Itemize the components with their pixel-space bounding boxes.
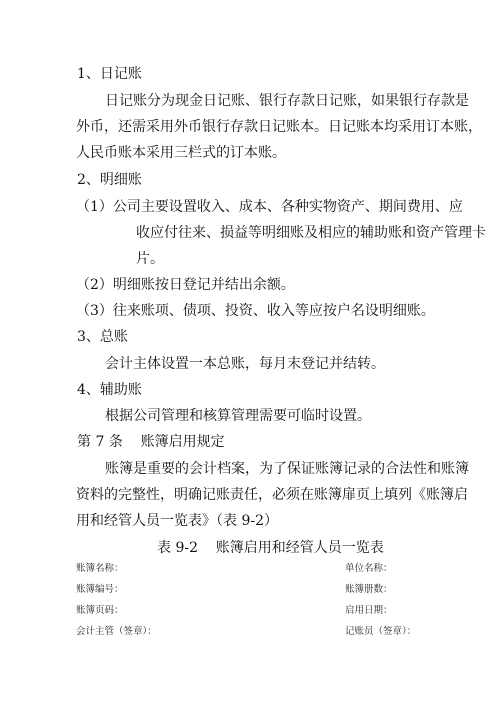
field-start-date: 启用日期：	[345, 605, 393, 616]
article-7-heading: 第 7 条 账簿启用规定	[77, 434, 225, 450]
section-1-para-line-1: 日记账分为现金日记账、银行存款日记账，如果银行存款是	[105, 93, 469, 109]
section-3-heading: 3、总账	[77, 329, 128, 345]
section-1-para-line-2: 外币，还需采用外币银行存款日记账本。日记账本均采用订本账，	[76, 119, 482, 135]
section-2-item-1-line-3: 片。	[136, 251, 164, 267]
section-2-item-1-line-1: （1）公司主要设置收入、成本、各种实物资产、期间费用、应	[76, 199, 463, 215]
field-ledger-pages: 账簿页码：	[76, 605, 124, 616]
section-3-para: 会计主体设置一本总账，每月末登记并结转。	[105, 356, 385, 372]
section-4-para: 根据公司管理和核算管理需要可临时设置。	[105, 408, 371, 424]
field-bookkeeper: 记账员（签章）：	[345, 626, 417, 637]
section-4-heading: 4、辅助账	[77, 382, 142, 398]
field-ledger-volumes: 账簿册数：	[345, 584, 393, 595]
section-2-heading: 2、明细账	[77, 172, 142, 188]
section-1-para-line-3: 人民币账本采用三栏式的订本账。	[76, 145, 286, 161]
section-2-item-3: （3）往来账项、债项、投资、收入等应按户名设明细账。	[76, 303, 435, 319]
section-2-item-2: （2）明细账按日登记并结出余额。	[76, 277, 295, 293]
field-unit-name: 单位名称：	[345, 563, 393, 574]
article-7-para-line-2: 资料的完整性，明确记账责任，必须在账簿扉页上填列《账簿启	[76, 487, 468, 503]
field-accounting-supervisor: 会计主管（签章）：	[76, 626, 157, 637]
article-7-para-line-3: 用和经管人员一览表》（表 9-2）	[76, 513, 278, 529]
section-2-item-1-line-2: 收应付往来、损益等明细账及相应的辅助账和资产管理卡	[136, 225, 486, 241]
field-ledger-number: 账簿编号：	[76, 584, 124, 595]
field-ledger-name: 账簿名称：	[76, 563, 124, 574]
section-1-heading: 1、日记账	[77, 66, 142, 82]
table-caption: 表 9-2 账簿启用和经管人员一览表	[157, 540, 384, 556]
article-7-para-line-1: 账簿是重要的会计档案，为了保证账簿记录的合法性和账簿	[105, 461, 469, 477]
